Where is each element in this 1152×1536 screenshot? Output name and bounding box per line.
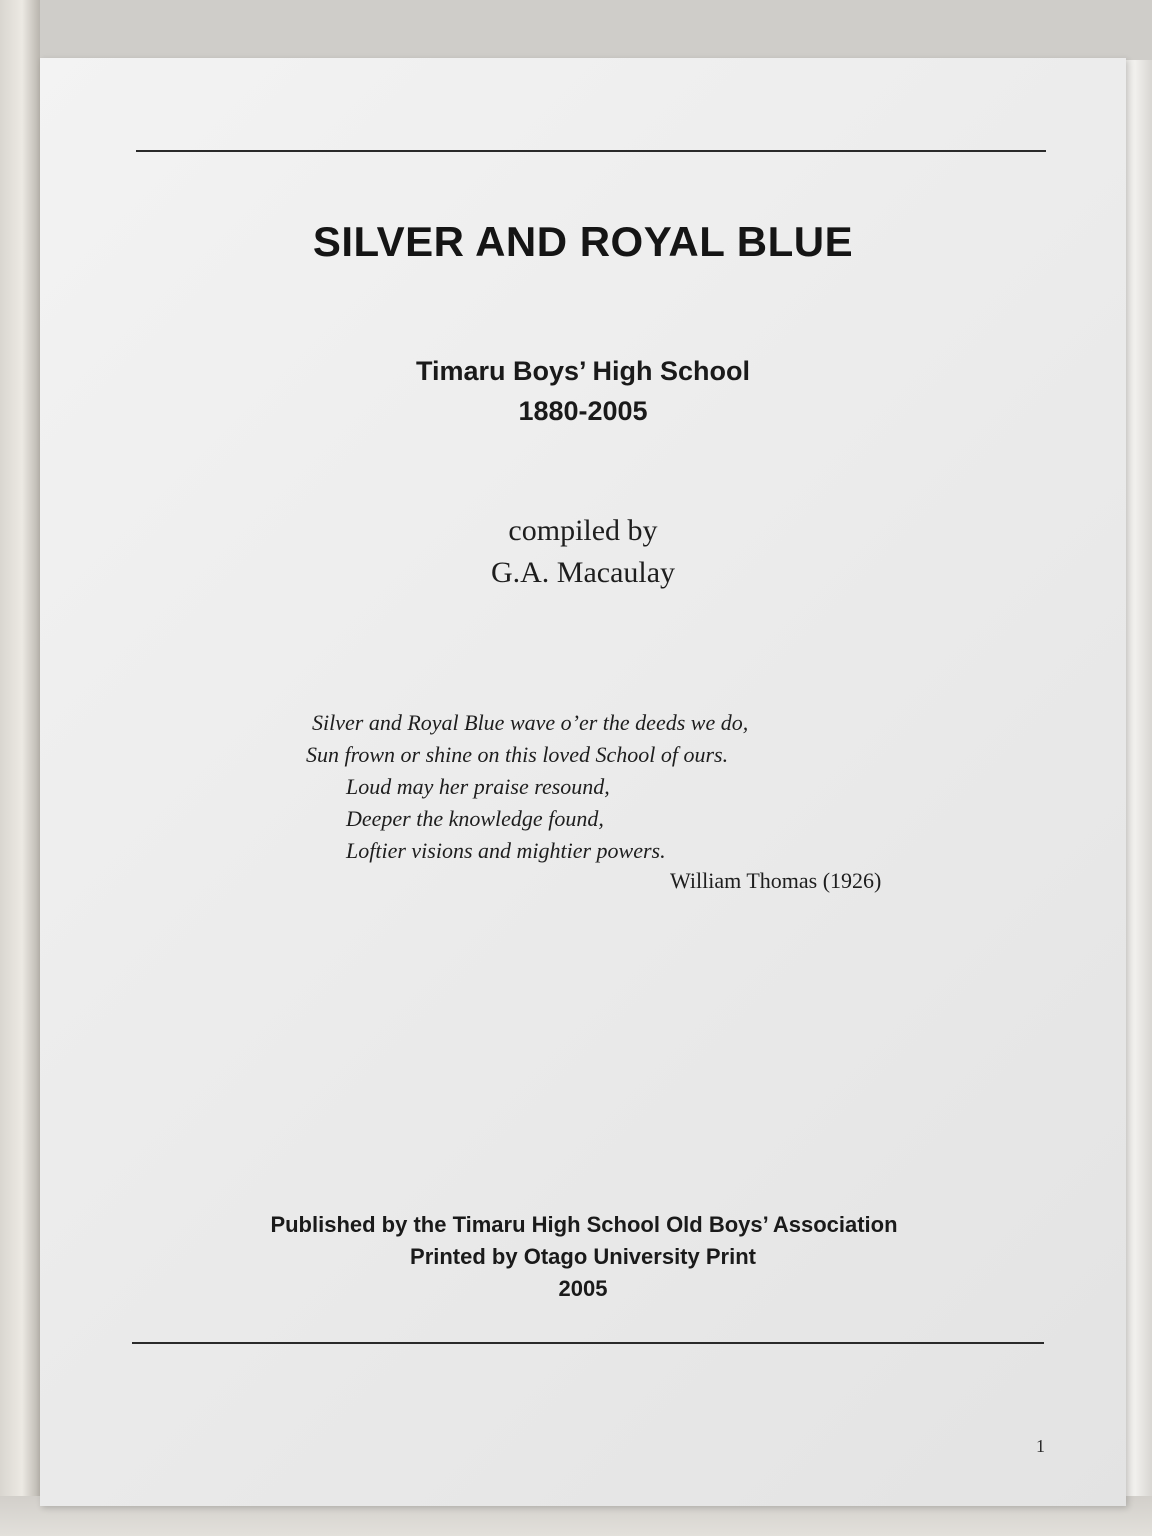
poem-line: Silver and Royal Blue wave o’er the deeds we do,	[312, 710, 749, 735]
compiled-by-label: compiled by	[508, 514, 658, 547]
printer-line: Printed by Otago University Print	[410, 1244, 756, 1269]
page-title: SILVER AND ROYAL BLUE	[312, 218, 854, 265]
school-name: Timaru Boys’ High School	[415, 356, 751, 386]
book-spine	[0, 0, 40, 1536]
bottom-rule	[132, 1342, 1044, 1344]
top-rule	[136, 150, 1046, 152]
poem-line: Loud may her praise resound,	[346, 774, 610, 799]
compiler-name: G.A. Macaulay	[490, 556, 676, 589]
poem-attribution: William Thomas (1926)	[670, 868, 882, 893]
page-number: 1	[1036, 1436, 1045, 1456]
school-years: 1880-2005	[518, 396, 648, 426]
book-page	[40, 58, 1126, 1506]
poem-line: Loftier visions and mightier powers.	[346, 838, 666, 863]
publication-year: 2005	[558, 1276, 608, 1301]
publisher-line: Published by the Timaru High School Old Boys’ Association	[270, 1212, 898, 1237]
poem-line: Deeper the knowledge found,	[346, 806, 604, 831]
poem-line: Sun frown or shine on this loved School of ours.	[306, 742, 729, 767]
